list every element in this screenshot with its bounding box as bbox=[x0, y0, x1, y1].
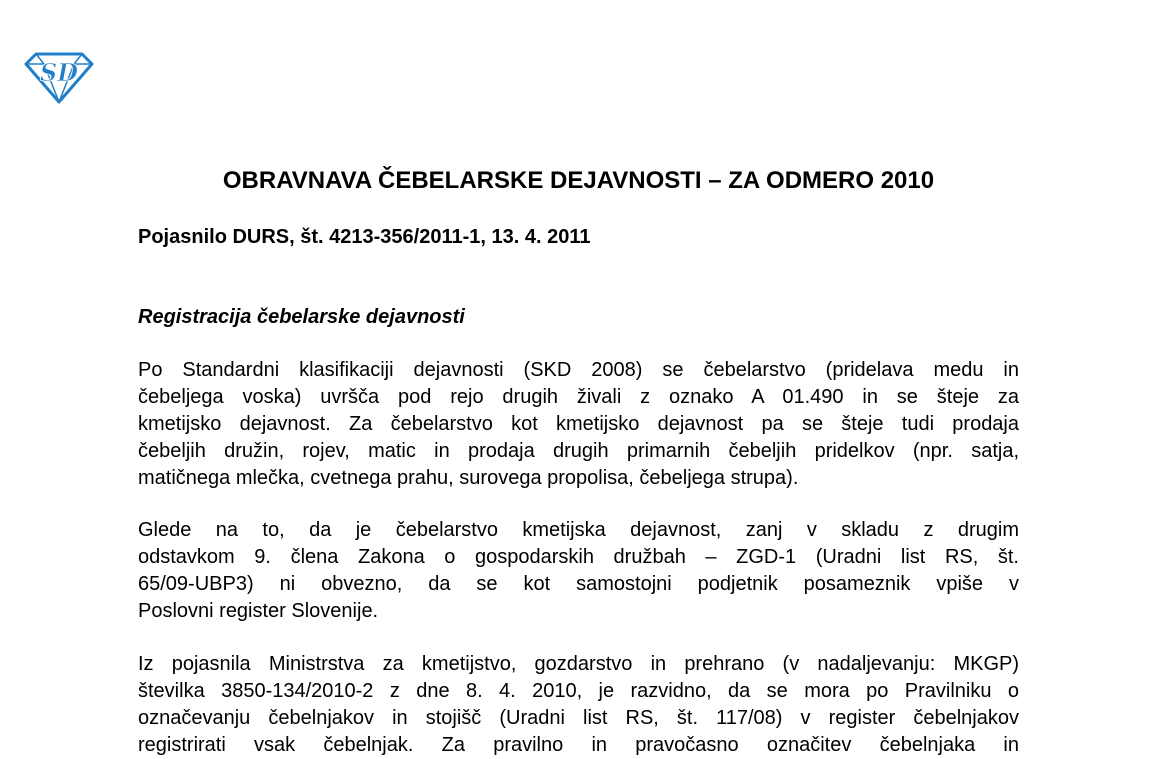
paragraph-2 bbox=[138, 517, 1019, 625]
paragraph-line: Glede na to, da je čebelarstvo kmetijska dejavnost, zanj v skladu z drugim bbox=[138, 519, 1019, 541]
paragraph-line: Iz pojasnila Ministrstva za kmetijstvo, gozdarstvo in prehrano (v nadaljevanju: MKGP) bbox=[138, 653, 1019, 675]
logo bbox=[22, 50, 96, 104]
paragraph-line: Poslovni register Slovenije. bbox=[138, 600, 379, 622]
paragraph-line: registrirati vsak čebelnjak. Za pravilno in pravočasno označitev čebelnjaka in bbox=[138, 734, 1019, 756]
paragraph-line: kmetijsko dejavnost. Za čebelarstvo kot kmetijsko dejavnost pa se šteje tudi prodaja bbox=[138, 413, 1019, 435]
paragraph-line: matičnega mlečka, cvetnega prahu, surovega propolisa, čebeljega strupa). bbox=[138, 467, 799, 489]
document-title: OBRAVNAVA ČEBELARSKE DEJAVNOSTI – ZA ODMERO 2010 bbox=[222, 167, 935, 194]
paragraph-line: številka 3850-134/2010-2 z dne 8. 4. 2010, je razvidno, da se mora po Pravilniku o bbox=[138, 680, 1019, 702]
document-subtitle: Pojasnilo DURS, št. 4213-356/2011-1, 13. 4. 2011 bbox=[138, 226, 591, 248]
logo-emblem-icon bbox=[22, 50, 96, 104]
paragraph-line: označevanju čebelnjakov in stojišč (Uradni list RS, št. 117/08) v register čebelnjakov bbox=[138, 707, 1019, 729]
paragraph-line: čebeljih družin, rojev, matic in prodaja drugih primarnih čebeljih pridelkov (npr. satja, bbox=[138, 440, 1019, 462]
logo-letters: SD bbox=[39, 58, 79, 87]
paragraph-line: 65/09-UBP3) ni obvezno, da se kot samostojni podjetnik posameznik vpiše v bbox=[138, 573, 1019, 595]
section-heading: Registracija čebelarske dejavnosti bbox=[138, 306, 465, 328]
paragraph-line: odstavkom 9. člena Zakona o gospodarskih družbah – ZGD-1 (Uradni list RS, št. bbox=[138, 546, 1019, 568]
paragraph-line: čebeljega voska) uvršča pod rejo drugih živali z oznako A 01.490 in se šteje za bbox=[138, 386, 1019, 408]
paragraph-line: Po Standardni klasifikaciji dejavnosti (SKD 2008) se čebelarstvo (pridelava medu in bbox=[138, 359, 1019, 381]
paragraph-1 bbox=[138, 357, 1019, 492]
